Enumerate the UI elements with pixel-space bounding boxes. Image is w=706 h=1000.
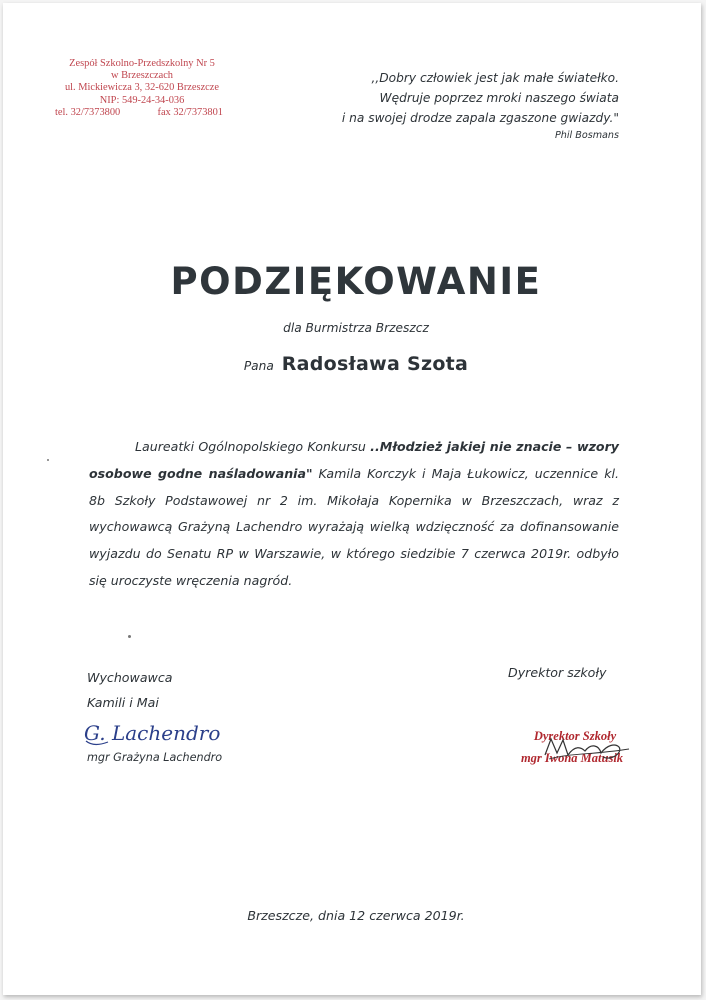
quote-author: Phil Bosmans (555, 130, 619, 141)
recipient-name: Radosława Szota (281, 353, 469, 375)
stamp-line-2: w Brzeszczach (110, 70, 173, 82)
quote-line-3: i na swojej drodze zapala zgaszone gwiazdy." (341, 111, 619, 125)
paper-speck (47, 459, 49, 461)
stamp-fax: fax 32/7373801 (157, 106, 223, 118)
stamp-line-4: NIP: 549-24-34-036 (99, 94, 185, 106)
stamp-contact-row (47, 107, 237, 119)
teacher-name: mgr Grażyna Lachendro (87, 751, 223, 764)
principal-role: Dyrektor szkoły (508, 665, 607, 680)
paper-speck (128, 635, 131, 638)
teacher-role-students: Kamili i Mai (87, 695, 159, 710)
stamp-phone: tel. 32/7373800 (55, 106, 121, 118)
teacher-handwritten-signature (82, 715, 272, 749)
recipient-line (3, 353, 706, 375)
principal-signature-scribble (541, 731, 633, 765)
epigraph-quote (279, 68, 619, 143)
document-page (3, 3, 701, 995)
quote-line-1: ,,Dobry człowiek jest jak małe światełko. (371, 71, 619, 85)
svg-text:G. Lachendro: G. Lachendro (84, 721, 221, 745)
contest-name: ..Młodzież jakiej nie znacie – wzory osobowe godne naśladowania" (89, 439, 619, 481)
school-address-stamp (47, 58, 237, 119)
principal-stamp-title: Dyrektor Szkoły (533, 729, 617, 743)
recipient-honorific: Pana (243, 359, 274, 373)
stamp-line-1: Zespół Szkolno-Przedszkolny Nr 5 (69, 58, 215, 69)
principal-stamp-name: mgr Iwona Matusik (520, 751, 624, 765)
body-intro: Laureatki Ogólnopolskiego Konkursu (135, 439, 371, 454)
document-date: Brzeszcze, dnia 12 czerwca 2019r. (247, 908, 465, 923)
quote-line-2: Wędruje poprzez mroki naszego świata (379, 91, 619, 105)
body-paragraph (89, 434, 619, 595)
document-title: PODZIĘKOWANIE (170, 260, 542, 303)
body-rest: Kamila Korczyk i Maja Łukowicz, uczennice kl. 8b Szkoły Podstawowej nr 2 im. Mikołaja Kopernika w Brzeszczach, wraz z wychowawcą Grażyną Lachendro wyrażają wielką wdzięczność za dofinansowanie wyjazdu do Senatu RP w Warszawie, w którego siedzibie 7 czerwca 2019r. odbyło się uroczyste wręczenia nagród. (89, 465, 619, 588)
recipient-office: dla Burmistrza Brzeszcz (283, 321, 429, 335)
stamp-line-3: ul. Mickiewicza 3, 32-620 Brzeszcze (64, 82, 220, 94)
teacher-role: Wychowawca (87, 670, 173, 685)
